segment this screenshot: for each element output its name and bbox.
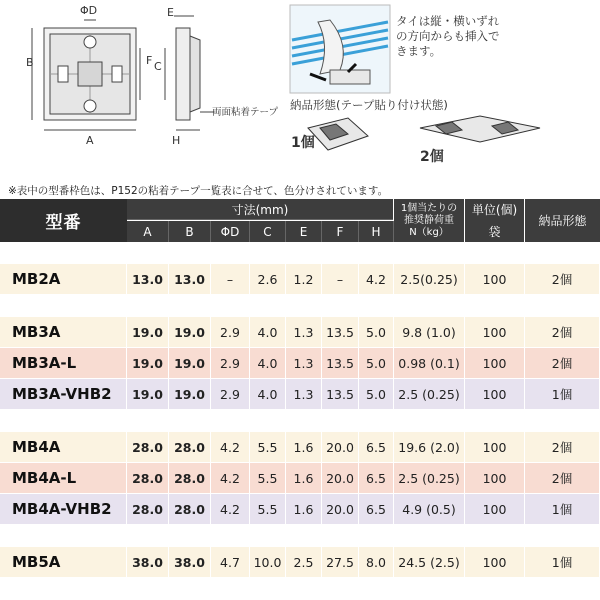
cell-B: 19.0 [169,348,211,378]
header-load-line-2: 推奨静荷重 [404,214,454,226]
cell-B: 28.0 [169,494,211,524]
cell-F: – [322,264,359,294]
cell-unit: 100 [465,348,525,378]
cell-C: 5.5 [250,463,286,493]
cell-unit: 100 [465,432,525,462]
cell-unit: 100 [465,317,525,347]
cell-pack: 2個 [525,432,600,462]
cell-unit: 100 [465,379,525,409]
dim-label-F: F [146,54,153,67]
cell-C: 10.0 [250,547,286,577]
cell-C: 5.5 [250,494,286,524]
cell-B: 19.0 [169,317,211,347]
header-col-A: A [127,221,169,242]
cell-load: 24.5 (2.5) [394,547,465,577]
table-row [0,547,600,577]
cell-E: 1.6 [286,494,322,524]
header-unit-sub: 袋 [465,220,524,242]
cell-pack: 2個 [525,264,600,294]
cell-F: 20.0 [322,432,359,462]
cell-unit: 100 [465,463,525,493]
cell-H: 6.5 [359,432,394,462]
dim-label-B: B [26,56,34,69]
cell-pack: 1個 [525,494,600,524]
qty-one-label: 1個 [291,135,315,151]
cell-C: 5.5 [250,432,286,462]
tape-label: 両面粘着テープ [212,107,279,118]
header-model: 型番 [0,199,127,242]
cell-D: 4.2 [211,463,250,493]
cell-unit: 100 [465,264,525,294]
cell-pack: 1個 [525,547,600,577]
cell-load: 19.6 (2.0) [394,432,465,462]
cell-A: 19.0 [127,348,169,378]
header-col-B: B [169,221,211,242]
table-row [0,463,600,493]
cell-load: 9.8 (1.0) [394,317,465,347]
header-load-line-1: 1個当たりの [400,202,458,214]
cell-H: 5.0 [359,317,394,347]
cell-E: 1.3 [286,348,322,378]
header-load-line-3: N（kg） [409,226,449,238]
cell-A: 28.0 [127,432,169,462]
cell-load: 4.9 (0.5) [394,494,465,524]
cell-H: 6.5 [359,463,394,493]
cell-F: 20.0 [322,463,359,493]
cell-C: 4.0 [250,348,286,378]
cell-load: 2.5(0.25) [394,264,465,294]
cell-B: 28.0 [169,463,211,493]
insert-note-line-2: の方向からも挿入で [396,29,500,43]
cell-B: 13.0 [169,264,211,294]
cell-C: 4.0 [250,317,286,347]
cell-F: 20.0 [322,494,359,524]
cell-unit: 100 [465,547,525,577]
table-row [0,348,600,378]
model-cell: MB5A [0,547,127,577]
table-row [0,264,600,294]
cell-unit: 100 [465,494,525,524]
cell-B: 38.0 [169,547,211,577]
dim-label-phiD: ΦD [80,4,98,17]
cell-D: 4.7 [211,547,250,577]
cell-F: 27.5 [322,547,359,577]
cell-E: 1.3 [286,317,322,347]
cell-E: 2.5 [286,547,322,577]
cell-H: 6.5 [359,494,394,524]
top-view-drawing [0,0,600,182]
model-cell: MB4A [0,432,127,462]
table-row [0,432,600,462]
cell-A: 38.0 [127,547,169,577]
header-dims: 寸法(mm) [127,199,393,220]
header-col-C: C [250,221,286,242]
header-packaging: 納品形態 [525,199,600,242]
cell-pack: 2個 [525,463,600,493]
cell-D: 2.9 [211,379,250,409]
model-cell: MB2A [0,264,127,294]
header-col-H: H [359,221,394,242]
cell-load: 2.5 (0.25) [394,463,465,493]
model-cell: MB4A-VHB2 [0,494,127,524]
header-unit: 単位(個) [465,199,524,220]
dim-label-A: A [86,134,94,147]
cell-pack: 2個 [525,317,600,347]
cell-H: 4.2 [359,264,394,294]
cell-D: 4.2 [211,494,250,524]
cell-D: 2.9 [211,317,250,347]
cell-A: 19.0 [127,379,169,409]
cell-pack: 2個 [525,348,600,378]
product-figure [0,0,600,182]
model-cell: MB4A-L [0,463,127,493]
dim-label-E: E [167,6,174,19]
cell-load: 2.5 (0.25) [394,379,465,409]
insert-note-line-3: きます。 [396,44,442,58]
cell-F: 13.5 [322,379,359,409]
table-row [0,494,600,524]
cell-E: 1.3 [286,379,322,409]
header-load [394,199,464,242]
cell-H: 5.0 [359,348,394,378]
cell-H: 8.0 [359,547,394,577]
cell-D: 2.9 [211,348,250,378]
cell-A: 13.0 [127,264,169,294]
cell-H: 5.0 [359,379,394,409]
table-row [0,317,600,347]
cell-A: 19.0 [127,317,169,347]
cell-D: – [211,264,250,294]
cell-E: 1.2 [286,264,322,294]
cell-F: 13.5 [322,317,359,347]
insert-note-line-1: タイは縦・横いずれ [396,14,500,28]
cell-C: 2.6 [250,264,286,294]
cell-B: 19.0 [169,379,211,409]
header-col-E: E [286,221,322,242]
cell-B: 28.0 [169,432,211,462]
model-cell: MB3A-VHB2 [0,379,127,409]
cell-E: 1.6 [286,463,322,493]
insert-note [396,14,500,59]
cell-F: 13.5 [322,348,359,378]
header-col-D: ΦD [211,221,250,242]
qty-two-label: 2個 [420,149,444,165]
model-cell: MB3A [0,317,127,347]
cell-D: 4.2 [211,432,250,462]
table-row [0,379,600,409]
model-cell: MB3A-L [0,348,127,378]
cell-E: 1.6 [286,432,322,462]
cell-load: 0.98 (0.1) [394,348,465,378]
packaging-title: 納品形態(テープ貼り付け状態) [290,98,448,112]
cell-A: 28.0 [127,463,169,493]
cell-C: 4.0 [250,379,286,409]
dim-label-C: C [154,60,162,73]
dim-label-H: H [172,134,181,147]
header-col-F: F [322,221,359,242]
table-note: ※表中の型番枠色は、P152の粘着テープ一覧表に合せて、色分けされています。 [8,185,389,197]
cell-A: 28.0 [127,494,169,524]
cell-pack: 1個 [525,379,600,409]
